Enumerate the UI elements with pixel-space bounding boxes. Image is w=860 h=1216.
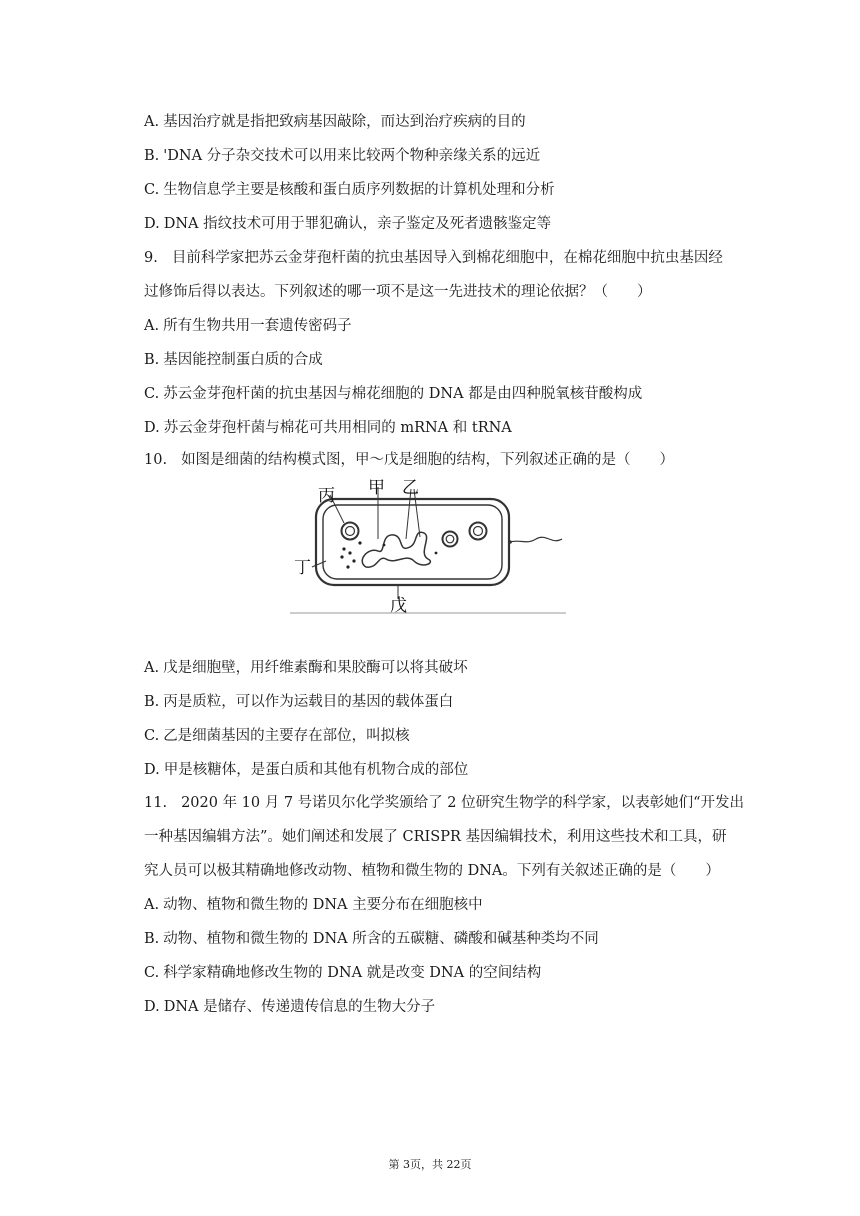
question-11-stem-cont-1	[144, 827, 726, 847]
question-text: 究人员可以极其精确地修改动物、植物和微生物的 DNA。下列有关叙述正确的是（ ）	[144, 863, 720, 879]
nucleoid-dna	[362, 532, 430, 567]
option-letter: A.	[144, 660, 160, 676]
option-text: 甲是核糖体，是蛋白质和其他有机物合成的部位	[163, 762, 469, 778]
option-text: 生物信息学主要是核酸和蛋白质序列数据的计算机处理和分析	[163, 182, 555, 198]
question-text: 目前科学家把苏云金芽孢杆菌的抗虫基因导入到棉花细胞中，在棉花细胞中抗虫基因经	[171, 250, 723, 266]
prev-option-a	[144, 112, 526, 132]
question-11-stem-cont-2	[144, 861, 720, 881]
prev-option-b	[144, 146, 540, 166]
option-letter: B.	[144, 694, 160, 710]
option-letter: B.	[144, 148, 160, 164]
q10-option-b	[144, 692, 453, 712]
option-letter: D.	[144, 999, 160, 1015]
cell-membrane	[323, 505, 502, 579]
option-text: 戊是细胞壁，用纤维素酶和果胶酶可以将其破坏	[163, 660, 468, 676]
option-text: 基因能控制蛋白质的合成	[163, 352, 323, 368]
q10-option-d	[144, 760, 468, 780]
question-text: 如图是细菌的结构模式图，甲～戊是细胞的结构，下列叙述正确的是（ ）	[181, 452, 675, 468]
option-letter: C.	[144, 728, 160, 744]
question-11-stem	[144, 793, 744, 813]
option-letter: D.	[144, 216, 160, 232]
plasmid-mid	[443, 532, 458, 547]
option-letter: C.	[144, 965, 160, 981]
option-letter: B.	[144, 352, 160, 368]
q11-option-a	[144, 895, 483, 915]
q10-option-c	[144, 726, 410, 746]
option-text: 所有生物共用一套遗传密码子	[163, 318, 352, 334]
q11-option-d	[144, 997, 435, 1017]
option-text: DNA 指纹技术可用于罪犯确认，亲子鉴定及死者遗骸鉴定等	[163, 216, 552, 232]
option-text: DNA 是储存、传递遗传信息的生物大分子	[163, 999, 436, 1015]
label-wu: 戊	[390, 596, 407, 616]
option-text: 动物、植物和微生物的 DNA 所含的五碳糖、磷酸和碱基种类均不同	[163, 931, 599, 947]
option-text: 'DNA 分子杂交技术可以用来比较两个物种亲缘关系的远近	[163, 148, 541, 164]
option-text: 苏云金芽孢杆菌的抗虫基因与棉花细胞的 DNA 都是由四种脱氧核苷酸构成	[163, 386, 643, 402]
leader-ding	[312, 561, 326, 567]
option-letter: D.	[144, 420, 160, 436]
option-text: 基因治疗就是指把致病基因敲除，而达到治疗疾病的目的	[163, 114, 526, 130]
question-text: 一种基因编辑方法”。她们阐述和发展了 CRISPR 基因编辑技术，利用这些技术和工具，研	[144, 829, 727, 845]
question-10-stem	[144, 450, 674, 470]
q9-option-a	[144, 316, 352, 336]
q9-option-b	[144, 350, 323, 370]
question-text: 过修饰后得以表达。下列叙述的哪一项不是这一先进技术的理论依据？（ ）	[144, 284, 652, 300]
label-yi: 乙	[402, 478, 419, 498]
option-letter: C.	[144, 386, 160, 402]
option-letter: A.	[144, 318, 160, 334]
plasmid-left	[342, 523, 359, 540]
option-letter: C.	[144, 182, 160, 198]
question-9-stem	[144, 248, 723, 268]
option-text: 乙是细菌基因的主要存在部位，叫拟核	[163, 728, 410, 744]
prev-option-c	[144, 180, 555, 200]
question-9-stem-cont	[144, 282, 652, 302]
option-text: 动物、植物和微生物的 DNA 主要分布在细胞核中	[163, 897, 483, 913]
cell-wall	[316, 499, 509, 585]
option-letter: D.	[144, 762, 160, 778]
label-bing: 丙	[318, 486, 335, 506]
bacteria-diagram	[286, 473, 568, 618]
option-text: 苏云金芽孢杆菌与棉花可共用相同的 mRNA 和 tRNA	[163, 420, 512, 436]
flagellum	[509, 537, 562, 542]
option-letter: A.	[144, 897, 160, 913]
option-text: 丙是质粒，可以作为运载目的基因的载体蛋白	[163, 694, 454, 710]
prev-option-d	[144, 214, 551, 234]
question-number: 9.	[144, 250, 158, 266]
flagellum-base	[508, 540, 512, 544]
q10-option-a	[144, 658, 468, 678]
option-text: 科学家精确地修改生物的 DNA 就是改变 DNA 的空间结构	[163, 965, 542, 981]
option-letter: B.	[144, 931, 160, 947]
plasmid-right	[470, 523, 487, 540]
question-text: 2020 年 10 月 7 号诺贝尔化学奖颁给了 2 位研究生物学的科学家，以表彰她们“开发出	[181, 795, 745, 811]
q9-option-d	[144, 418, 512, 438]
q9-option-c	[144, 384, 642, 404]
q11-option-b	[144, 929, 599, 949]
page-footer: 第 3页，共 22页	[388, 1158, 472, 1171]
q11-option-c	[144, 963, 541, 983]
label-ding: 丁	[294, 558, 311, 578]
label-jia: 甲	[368, 478, 385, 498]
question-number: 11.	[144, 795, 168, 811]
option-letter: A.	[144, 114, 160, 130]
question-number: 10.	[144, 452, 168, 468]
